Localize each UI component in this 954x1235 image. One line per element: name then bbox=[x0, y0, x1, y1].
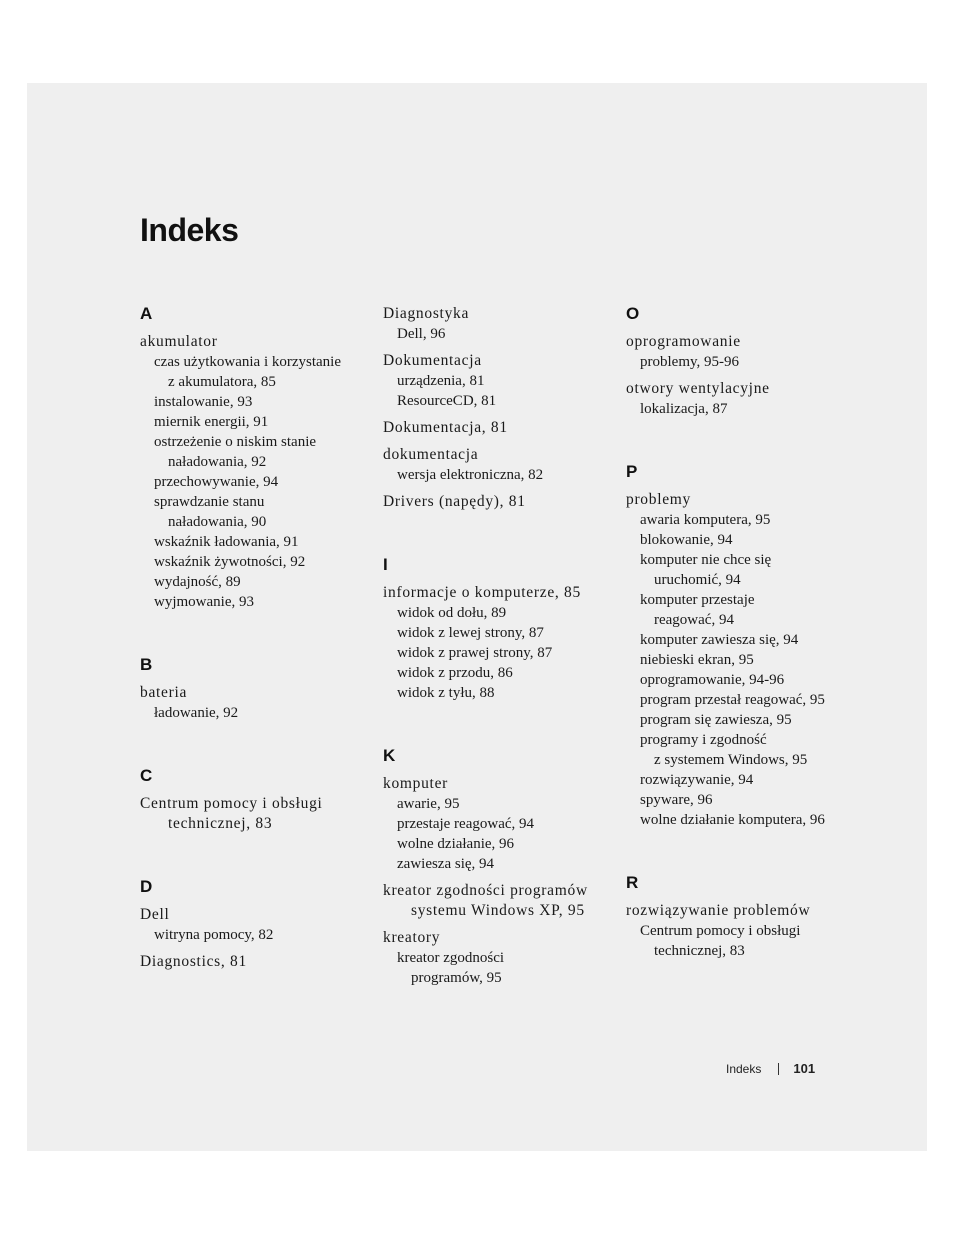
index-subentry: przechowywanie, 94 bbox=[154, 474, 279, 490]
index-subentry: witryna pomocy, 82 bbox=[154, 927, 274, 943]
index-term: otwory wentylacyjne bbox=[626, 380, 770, 397]
index-subentry: ostrzeżenie o niskim stanie bbox=[154, 434, 317, 450]
index-subentry: ładowanie, 92 bbox=[154, 705, 239, 721]
index-subentry: wskaźnik ładowania, 91 bbox=[154, 534, 299, 550]
index-term-continuation: systemu Windows XP, 95 bbox=[411, 902, 585, 919]
index-subentry: wydajność, 89 bbox=[154, 574, 241, 590]
section-letter: R bbox=[626, 873, 639, 892]
index-term: oprogramowanie bbox=[626, 333, 741, 350]
index-entry bbox=[383, 774, 618, 874]
index-subentry: Centrum pomocy i obsługi bbox=[640, 923, 801, 939]
index-subentry: kreator zgodności bbox=[397, 950, 505, 966]
index-subentry: niebieski ekran, 95 bbox=[640, 652, 754, 668]
index-column-1 bbox=[140, 304, 375, 979]
index-term: akumulator bbox=[140, 333, 218, 350]
index-subentry: urządzenia, 81 bbox=[397, 373, 485, 389]
index-subentry: program przestał reagować, 95 bbox=[640, 692, 825, 708]
section-letter: D bbox=[140, 877, 153, 896]
index-subentry-continuation: reagować, 94 bbox=[654, 612, 734, 628]
index-subentry: rozwiązywanie, 94 bbox=[640, 772, 754, 788]
index-entry bbox=[383, 351, 618, 411]
index-subentry: awaria komputera, 95 bbox=[640, 512, 771, 528]
page-footer bbox=[726, 1061, 815, 1076]
index-term: Diagnostics, 81 bbox=[140, 953, 247, 970]
index-term: dokumentacja bbox=[383, 446, 479, 463]
section-letter: I bbox=[383, 555, 388, 574]
index-term: problemy bbox=[626, 491, 692, 508]
index-subentry: spyware, 96 bbox=[640, 792, 713, 808]
index-subentry: czas użytkowania i korzystanie bbox=[154, 354, 342, 370]
index-subentry: komputer nie chce się bbox=[640, 552, 772, 568]
section-letter: A bbox=[140, 304, 153, 323]
index-term: Dokumentacja bbox=[383, 352, 482, 369]
index-subentry-continuation: uruchomić, 94 bbox=[654, 572, 741, 588]
index-subentry: wolne działanie komputera, 96 bbox=[640, 812, 825, 828]
index-subentry: komputer przestaje bbox=[640, 592, 755, 608]
index-term: Diagnostyka bbox=[383, 305, 470, 322]
index-entry bbox=[626, 901, 861, 961]
index-entry bbox=[383, 418, 618, 438]
index-entry bbox=[626, 490, 861, 830]
index-subentry: widok z prawej strony, 87 bbox=[397, 645, 553, 661]
index-column-2 bbox=[383, 304, 618, 995]
index-entry bbox=[140, 332, 375, 612]
index-subentry: wyjmowanie, 93 bbox=[154, 594, 254, 610]
index-entry bbox=[383, 304, 618, 344]
index-subentry-continuation: technicznej, 83 bbox=[654, 943, 745, 959]
page-number: 101 bbox=[793, 1061, 816, 1076]
index-subentry-continuation: naładowania, 92 bbox=[168, 454, 267, 470]
index-entry bbox=[383, 492, 618, 512]
index-subentry: miernik energii, 91 bbox=[154, 414, 269, 430]
section-letter: K bbox=[383, 746, 396, 765]
index-entry bbox=[383, 445, 618, 485]
index-subentry: widok z tyłu, 88 bbox=[397, 685, 495, 701]
index-entry bbox=[626, 332, 861, 372]
index-subentry: instalowanie, 93 bbox=[154, 394, 253, 410]
index-subentry: blokowanie, 94 bbox=[640, 532, 733, 548]
index-subentry: wskaźnik żywotności, 92 bbox=[154, 554, 306, 570]
page-title: Indeks bbox=[140, 212, 239, 248]
index-subentry-continuation: z systemem Windows, 95 bbox=[654, 752, 808, 768]
index-subentry: ResourceCD, 81 bbox=[397, 393, 497, 409]
footer-divider bbox=[778, 1063, 779, 1075]
index-term: bateria bbox=[140, 684, 188, 701]
index-subentry: przestaje reagować, 94 bbox=[397, 816, 535, 832]
index-entry bbox=[383, 881, 618, 921]
index-subentry: widok od dołu, 89 bbox=[397, 605, 507, 621]
index-subentry-continuation: z akumulatora, 85 bbox=[168, 374, 276, 390]
index-subentry-continuation: naładowania, 90 bbox=[168, 514, 267, 530]
index-term: rozwiązywanie problemów bbox=[626, 902, 811, 919]
index-subentry-continuation: programów, 95 bbox=[411, 970, 502, 986]
index-subentry: awarie, 95 bbox=[397, 796, 460, 812]
index-subentry: lokalizacja, 87 bbox=[640, 401, 728, 417]
index-subentry: wolne działanie, 96 bbox=[397, 836, 515, 852]
index-entry bbox=[140, 905, 375, 945]
index-subentry: komputer zawiesza się, 94 bbox=[640, 632, 799, 648]
section-letter: B bbox=[140, 655, 153, 674]
index-entry bbox=[140, 952, 375, 972]
index-entry bbox=[383, 928, 618, 988]
index-term: Dokumentacja, 81 bbox=[383, 419, 508, 436]
index-subentry: programy i zgodność bbox=[640, 732, 767, 748]
index-entry bbox=[140, 794, 375, 834]
index-subentry: sprawdzanie stanu bbox=[154, 494, 265, 510]
section-letter: O bbox=[626, 304, 640, 323]
index-column-3 bbox=[626, 304, 861, 968]
index-subentry: oprogramowanie, 94-96 bbox=[640, 672, 785, 688]
index-term: Centrum pomocy i obsługi bbox=[140, 795, 323, 812]
index-subentry: zawiesza się, 94 bbox=[397, 856, 495, 872]
index-entry bbox=[383, 583, 618, 703]
index-term: Dell bbox=[140, 906, 170, 923]
index-entry bbox=[626, 379, 861, 419]
index-subentry: wersja elektroniczna, 82 bbox=[397, 467, 544, 483]
index-term: Drivers (napędy), 81 bbox=[383, 493, 526, 510]
index-subentry: widok z przodu, 86 bbox=[397, 665, 513, 681]
section-letter: P bbox=[626, 462, 638, 481]
index-subentry: problemy, 95-96 bbox=[640, 354, 740, 370]
index-subentry: Dell, 96 bbox=[397, 326, 446, 342]
index-entry bbox=[140, 683, 375, 723]
index-term-continuation: technicznej, 83 bbox=[168, 815, 273, 832]
index-subentry: widok z lewej strony, 87 bbox=[397, 625, 544, 641]
index-term: informacje o komputerze, 85 bbox=[383, 584, 581, 601]
index-term: komputer bbox=[383, 775, 449, 792]
index-subentry: program się zawiesza, 95 bbox=[640, 712, 792, 728]
footer-label: Indeks bbox=[726, 1061, 762, 1076]
index-term: kreator zgodności programów bbox=[383, 882, 588, 899]
section-letter: C bbox=[140, 766, 153, 785]
index-term: kreatory bbox=[383, 929, 441, 946]
